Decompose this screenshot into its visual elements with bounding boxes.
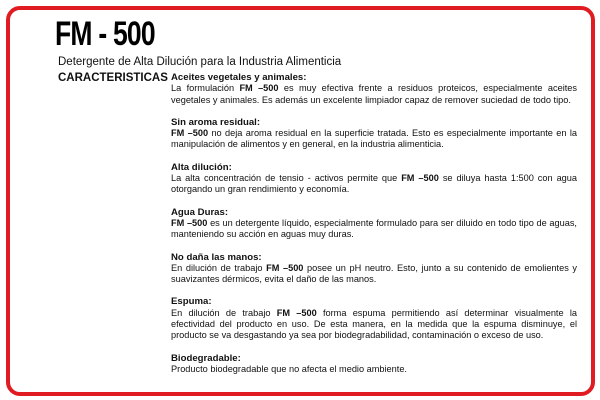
section-aceites bbox=[171, 72, 577, 106]
section-heading: Alta dilución: bbox=[171, 161, 232, 173]
section-text bbox=[171, 308, 577, 342]
section-text bbox=[171, 218, 577, 241]
section-espuma bbox=[171, 296, 577, 341]
text-part: no deja aroma residual en la superficie tratada. Esto es especialmente importante en la manipulación de alimentos y en general, en la industria alimenticia. bbox=[171, 128, 577, 150]
product-name: FM –500 bbox=[239, 83, 279, 94]
product-name: FM –500 bbox=[276, 307, 317, 318]
text-part: La alta concentración de tensio - activos permite que bbox=[171, 173, 402, 184]
section-alta-dilucion bbox=[171, 162, 577, 196]
section-biodegradable bbox=[171, 353, 577, 376]
section-text bbox=[171, 364, 577, 375]
text-part: posee un pH neutro. Esto, junto a su contenido de emolientes y suavizantes dérmicos, evita el daño de las manos. bbox=[171, 262, 577, 285]
text-part: es un detergente líquido, especialmente formulado para ser diluido en todo tipo de aguas, manteniendo su acción en aguas muy duras. bbox=[171, 217, 577, 240]
text-part: forma espuma permitiendo así determinar visualmente la efectividad del producto en uso. De esta manera, en la medida que la espuma disminuye, el producto se va desgastando ya sea por biodegradabilidad, contaminación o exceso de uso. bbox=[171, 307, 578, 341]
section-heading: Sin aroma residual: bbox=[171, 116, 261, 128]
section-agua-duras bbox=[171, 207, 577, 241]
product-name: FM –500 bbox=[171, 217, 208, 228]
product-title: FM - 500 bbox=[55, 15, 155, 53]
section-heading: Aceites vegetales y animales: bbox=[171, 72, 307, 83]
text-part: se diluya hasta 1:500 con agua otorgando un gran rendimiento y economía. bbox=[171, 173, 578, 195]
product-name: FM –500 bbox=[401, 173, 439, 184]
section-heading: Espuma: bbox=[171, 296, 212, 308]
text-part: La formulación bbox=[171, 83, 240, 94]
section-text bbox=[171, 263, 577, 286]
section-text bbox=[171, 173, 577, 196]
text-part: es muy efectiva frente a residuos proteicos, especialmente aceites vegetales y animales. Es además un excelente limpiador capaz de remover suciedad de todo tipo. bbox=[171, 83, 577, 105]
characteristics-list bbox=[171, 72, 577, 375]
text-part: Producto biodegradable que no afecta el medio ambiente. bbox=[171, 363, 407, 374]
product-subtitle: Detergente de Alta Dilución para la Industria Alimenticia bbox=[58, 56, 342, 68]
section-heading: No daña las manos: bbox=[171, 251, 262, 263]
section-heading: Agua Duras: bbox=[171, 206, 229, 218]
text-part: En dilución de trabajo bbox=[171, 262, 267, 273]
product-name: FM –500 bbox=[266, 262, 304, 273]
section-text bbox=[171, 83, 577, 106]
section-text bbox=[171, 128, 577, 151]
product-name: FM –500 bbox=[171, 128, 209, 139]
characteristics-label: CARACTERISTICAS bbox=[58, 72, 168, 84]
section-no-dana-manos bbox=[171, 252, 577, 286]
section-heading: Biodegradable: bbox=[171, 352, 241, 364]
text-part: En dilución de trabajo bbox=[171, 307, 277, 318]
section-sin-aroma bbox=[171, 117, 577, 151]
